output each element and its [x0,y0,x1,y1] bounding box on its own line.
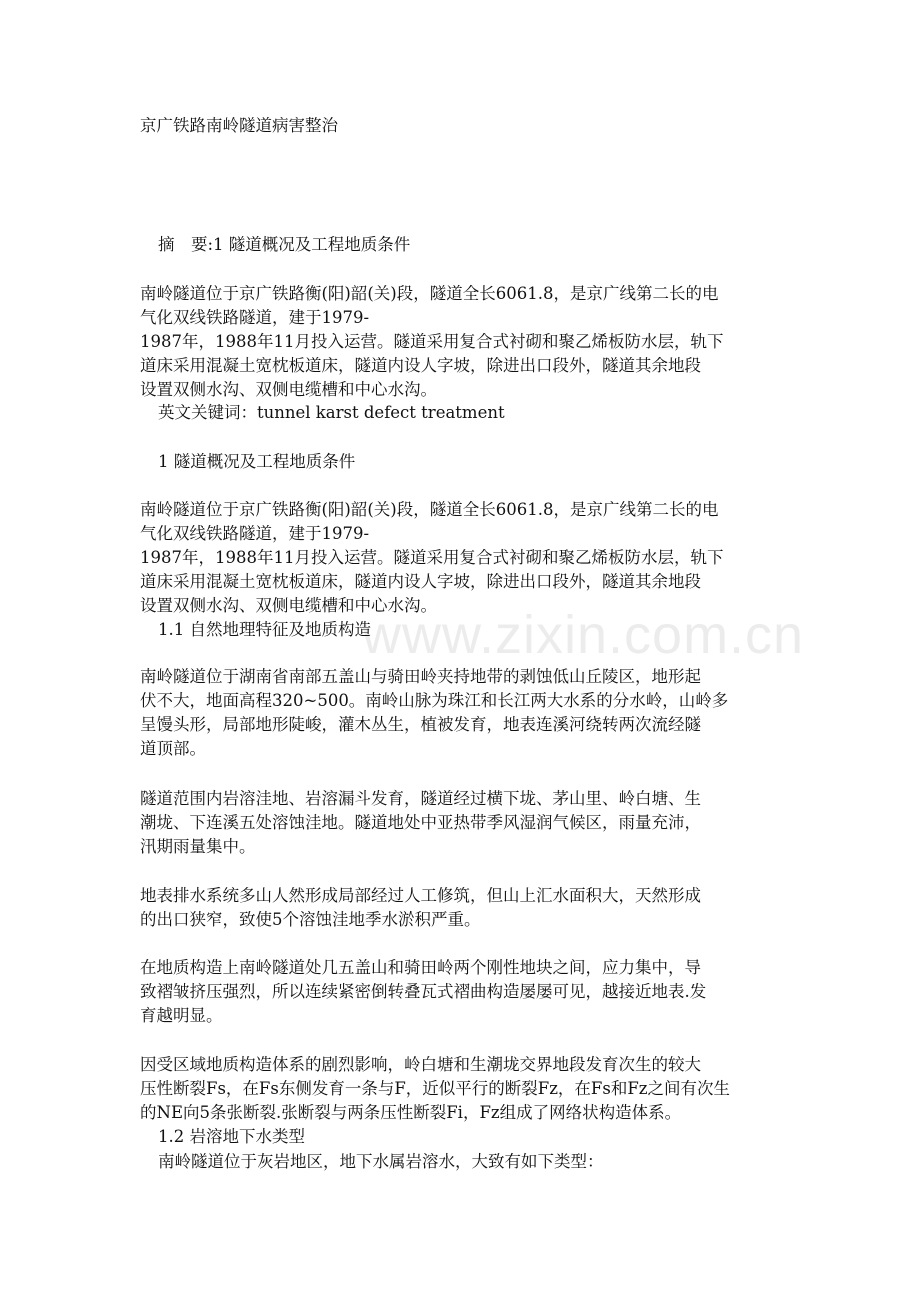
text-line: 因受区域地质构造体系的剧烈影响，岭白塘和生潮垅交界地段发育次生的较大 [140,1055,701,1074]
watermark: www.zixin.com.cn [362,605,805,665]
text-line: 设置双侧水沟、双侧电缆槽和中心水沟。 [140,380,437,399]
text-line: 南岭隧道位于京广铁路衡(阳)韶(关)段，隧道全长6061.8，是京广线第二长的电 [140,500,719,519]
text-line: 伏不大，地面高程320~500。南岭山脉为珠江和长江两大水系的分水岭，山岭多 [140,691,729,710]
text-line: 道床采用混凝土宽枕板道床，隧道内设人字坡，除进出口段外，隧道其余地段 [140,356,701,375]
text-line: 设置双侧水沟、双侧电缆槽和中心水沟。 [140,596,437,615]
text-line: 1987年，1988年11月投入运营。隧道采用复合式衬砌和聚乙烯板防水层，轨下 [140,332,724,351]
text-line: 气化双线铁路隧道，建于1979- [140,308,370,327]
document-title: 京广铁路南岭隧道病害整治 [140,116,338,135]
section-1-1-heading: 1.1 自然地理特征及地质构造 [158,620,371,639]
text-line: 的NE向5条张断裂.张断裂与两条压性断裂Fi，Fz组成了网络状构造体系。 [140,1103,682,1122]
section-1-2-heading: 1.2 岩溶地下水类型 [158,1127,305,1146]
text-line: 在地质构造上南岭隧道处几五盖山和骑田岭两个刚性地块之间，应力集中，导 [140,958,701,977]
text-line: 潮垅、下连溪五处溶蚀洼地。隧道地处中亚热带季风湿润气候区，雨量充沛， [140,813,701,832]
text-line: 的出口狭窄，致使5个溶蚀洼地季水淤积严重。 [140,910,481,929]
text-line: 育越明显。 [140,1006,223,1025]
groundwater-paragraph: 南岭隧道位于灰岩地区，地下水属岩溶水，大致有如下类型： [158,1152,604,1171]
text-line: 道床采用混凝土宽枕板道床，隧道内设人字坡，除进出口段外，隧道其余地段 [140,572,701,591]
abstract-heading: 摘 要:1 隧道概况及工程地质条件 [158,235,411,254]
text-line: 汛期雨量集中。 [140,837,256,856]
text-line: 隧道范围内岩溶洼地、岩溶漏斗发育，隧道经过横下垅、茅山里、岭白塘、生 [140,789,701,808]
text-line: 南岭隧道位于京广铁路衡(阳)韶(关)段，隧道全长6061.8，是京广线第二长的电 [140,284,719,303]
text-line: 气化双线铁路隧道，建于1979- [140,524,370,543]
keywords-line: 英文关键词：tunnel karst defect treatment [158,403,505,422]
text-line: 压性断裂Fs，在Fs东侧发育一条与F，近似平行的断裂Fz，在Fs和Fz之间有次生 [140,1079,730,1098]
text-line: 呈馒头形，局部地形陡峻，灌木丛生，植被发育，地表连溪河绕转两次流经隧 [140,715,701,734]
text-line: 南岭隧道位于湖南省南部五盖山与骑田岭夹持地带的剥蚀低山丘陵区，地形起 [140,667,701,686]
section-1-heading: 1 隧道概况及工程地质条件 [158,452,356,471]
text-line: 致褶皱挤压强烈，所以连续紧密倒转叠瓦式褶曲构造屡屡可见，越接近地表.发 [140,982,707,1001]
text-line: 道顶部。 [140,739,206,758]
text-line: 1987年，1988年11月投入运营。隧道采用复合式衬砌和聚乙烯板防水层，轨下 [140,548,724,567]
text-line: 地表排水系统多山人然形成局部经过人工修筑，但山上汇水面积大，天然形成 [140,886,701,905]
